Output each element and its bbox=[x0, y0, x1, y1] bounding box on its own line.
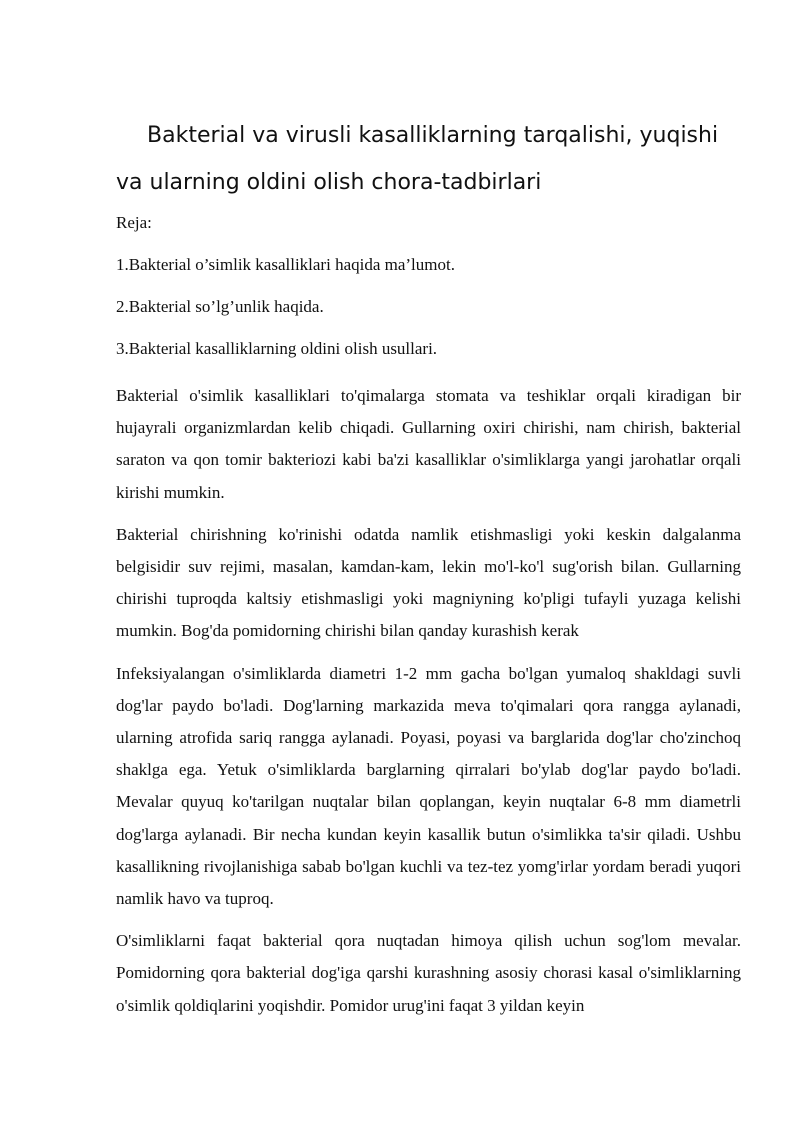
document-title: Bakterial va virusli kasalliklarning tarqalishi, yuqishi va ularning oldini olish chora-tadbirlari bbox=[116, 123, 719, 195]
plan-item-3: 3.Bakterial kasalliklarning oldini olish usullari. bbox=[116, 339, 438, 358]
plan-label: Reja: bbox=[116, 213, 152, 232]
paragraph-2: Bakterial chirishning ko'rinishi odatda namlik etishmasligi yoki keskin dalgalanma belgisidir suv rejimi, masalan, kamdan-kam, lekin mo'l-ko'l sug'orish bilan. Gullarning chirishi tuproqda kaltsiy etishmasligi yoki magniyning ko'pligi tufayli yuzaga kelishi mumkin. Bog'da pomidorning chirishi bilan qanday kurashish kerak bbox=[116, 524, 741, 641]
document-body bbox=[116, 112, 741, 1032]
plan-item-2: 2.Bakterial so’lg’unlik haqida. bbox=[116, 297, 324, 316]
paragraph-1: Bakterial o'simlik kasalliklari to'qimalarga stomata va teshiklar orqali kiradigan bir hujayrali organizmlardan kelib chiqadi. Gullarning oxiri chirishi, nam chirish, bakterial saraton va qon tomir bakteriozi kabi ba'zi kasalliklar o'simliklarga yangi jarohatlar orqali kirishi mumkin. bbox=[116, 386, 741, 502]
paragraph-4: O'simliklarni faqat bakterial qora nuqtadan himoya qilish uchun sog'lom mevalar. Pomidorning qora bakterial dog'iga qarshi kurashning asosiy chorasi kasal o'simliklarning o'simlik qoldiqlarini yoqishdir. Pomidor urug'ini faqat 3 yildan keyin bbox=[116, 931, 741, 1015]
plan-item-1: 1.Bakterial o’simlik kasalliklari haqida ma’lumot. bbox=[116, 255, 455, 274]
paragraph-3: Infeksiyalangan o'simliklarda diametri 1-2 mm gacha bo'lgan yumaloq shakldagi suvli dog'lar paydo bo'ladi. Dog'larning markazida meva to'qimalari qora rangga aylanadi, ularning atrofida sariq rangga aylanadi. Poyasi, poyasi va barglarida dog'lar cho'zinchoq shaklga ega. Yetuk o'simliklarda barglarning qirralari bo'ylab dog'lar paydo bo'ladi. Mevalar quyuq ko'tarilgan nuqtalar bilan qoplangan, keyin nuqtalar 6-8 mm diametrli dog'larga aylanadi. Bir necha kundan keyin kasallik butun o'simlikka ta'sir qiladi. Ushbu kasallikning rivojlanishiga sabab bo'lgan kuchli va tez-tez yomg'irlar yordam beradi yuqori namlik havo va tuproq. bbox=[116, 663, 741, 909]
